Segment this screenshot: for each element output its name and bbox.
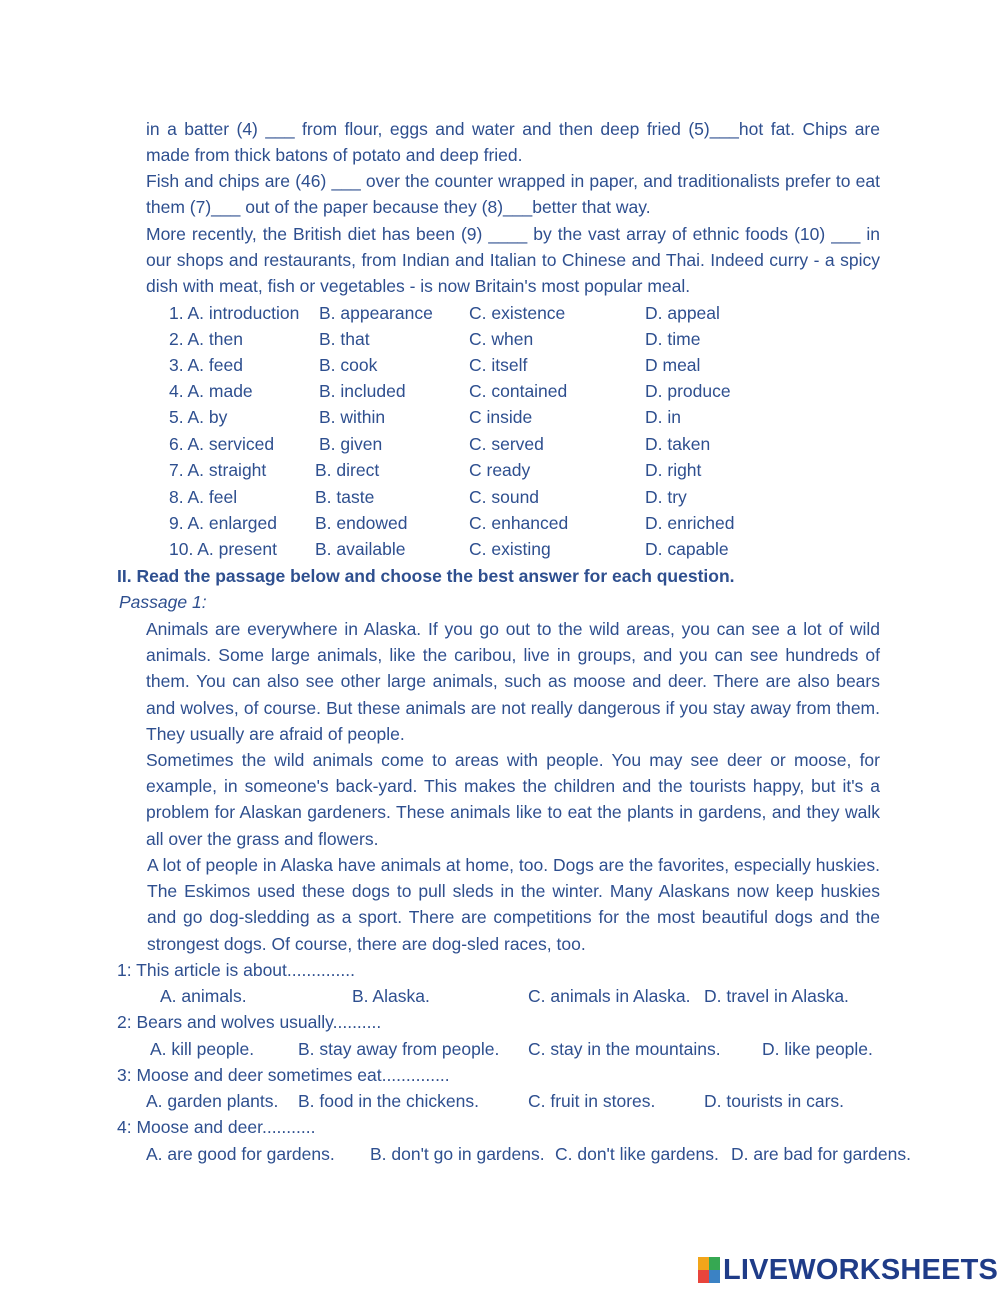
answer-b[interactable]: B. Alaska. <box>352 986 430 1006</box>
answer-c[interactable]: C. stay in the mountains. <box>528 1039 721 1059</box>
passage-paragraph-1: in a batter (4) ___ from flour, eggs and water and then deep fried (5)___hot fat. Chips are made from thick batons of potato and deep fried. <box>146 119 880 166</box>
option-d[interactable]: D meal <box>645 355 701 375</box>
option-d[interactable]: D. right <box>645 460 702 480</box>
option-b[interactable]: B. endowed <box>315 513 408 533</box>
option-c[interactable]: C. sound <box>469 487 540 507</box>
option-c[interactable]: C. served <box>469 434 544 454</box>
question-4: 4: Moose and deer........... <box>117 1117 316 1137</box>
logo-square-1 <box>698 1257 709 1270</box>
option-row <box>0 404 1000 430</box>
option-c[interactable]: C. existing <box>469 539 551 559</box>
option-c[interactable]: C. contained <box>469 381 568 401</box>
option-a[interactable]: 6. A. serviced <box>169 434 275 454</box>
question-2: 2: Bears and wolves usually.......... <box>117 1012 382 1032</box>
option-b[interactable]: B. available <box>315 539 406 559</box>
option-d[interactable]: D. capable <box>645 539 729 559</box>
logo-square-3 <box>698 1270 709 1283</box>
option-c[interactable]: C. itself <box>469 355 528 375</box>
option-c[interactable]: C. enhanced <box>469 513 569 533</box>
answer-c[interactable]: C. animals in Alaska. <box>528 986 691 1006</box>
answer-c[interactable]: C. don't like gardens. <box>555 1144 719 1164</box>
option-row <box>0 484 1000 510</box>
option-b[interactable]: B. taste <box>315 487 375 507</box>
option-b[interactable]: B. included <box>319 381 406 401</box>
logo-text: LIVEWORKSHEETS <box>723 1253 999 1286</box>
answer-b[interactable]: B. food in the chickens. <box>298 1091 479 1111</box>
option-a[interactable]: 10. A. present <box>169 539 277 559</box>
answer-a[interactable]: A. are good for gardens. <box>146 1144 335 1164</box>
passage-paragraph-2: Fish and chips are (46) ___ over the counter wrapped in paper, and traditionalists prefer to eat them (7)___ out of the paper because they (8)___better that way. <box>146 171 880 218</box>
option-d[interactable]: D. time <box>645 329 701 349</box>
option-a[interactable]: 2. A. then <box>169 329 243 349</box>
option-row <box>0 378 1000 404</box>
option-row <box>0 510 1000 536</box>
passage-paragraph-6: A lot of people in Alaska have animals at home, too. Dogs are the favorites, especially huskies. The Eskimos used these dogs to pull sleds in the winter. Many Alaskans now keep huskies and go dog-sledding as a sport. There are competitions for the most beautiful dogs and the strongest dogs. Of course, there are dog-sled races, too. <box>147 855 880 954</box>
option-c[interactable]: C. existence <box>469 303 566 323</box>
option-row <box>0 326 1000 352</box>
option-a[interactable]: 7. A. straight <box>169 460 267 480</box>
option-row <box>0 431 1000 457</box>
passage-paragraph-3: More recently, the British diet has been (9) ____ by the vast array of ethnic foods (10) ___ in our shops and restaurants, from Indian and Italian to Chinese and Thai. Indeed curry - a spicy dish with meat, fish or vegetables - is now Britain's most popular meal. <box>146 224 880 297</box>
option-c[interactable]: C ready <box>469 460 531 480</box>
liveworksheets-logo[interactable] <box>698 1254 998 1286</box>
option-row <box>0 352 1000 378</box>
option-a[interactable]: 9. A. enlarged <box>169 513 277 533</box>
answer-d[interactable]: D. travel in Alaska. <box>704 986 849 1006</box>
passage-title: Passage 1: <box>119 592 207 612</box>
answer-d[interactable]: D. like people. <box>762 1039 873 1059</box>
option-a[interactable]: 8. A. feel <box>169 487 238 507</box>
option-a[interactable]: 4. A. made <box>169 381 253 401</box>
answer-a[interactable]: A. animals. <box>160 986 247 1006</box>
passage-paragraph-5: Sometimes the wild animals come to areas with people. You may see deer or moose, for example, in someone's back-yard. This makes the children and the tourists happy, but it's a problem for Alaskan gardeners. These animals like to eat the plants in gardens, and they walk all over the grass and flowers. <box>146 750 880 849</box>
option-d[interactable]: D. appeal <box>645 303 720 323</box>
option-a[interactable]: 1. A. introduction <box>169 303 300 323</box>
option-d[interactable]: D. taken <box>645 434 711 454</box>
option-row <box>0 300 1000 326</box>
option-b[interactable]: B. that <box>319 329 370 349</box>
option-b[interactable]: B. within <box>319 407 386 427</box>
answer-d[interactable]: D. are bad for gardens. <box>731 1144 911 1164</box>
answer-d[interactable]: D. tourists in cars. <box>704 1091 845 1111</box>
option-d[interactable]: D. enriched <box>645 513 735 533</box>
option-a[interactable]: 3. A. feed <box>169 355 243 375</box>
option-d[interactable]: D. in <box>645 407 681 427</box>
option-row <box>0 536 1000 562</box>
option-b[interactable]: B. given <box>319 434 383 454</box>
answer-c[interactable]: C. fruit in stores. <box>528 1091 656 1111</box>
option-b[interactable]: B. appearance <box>319 303 433 323</box>
option-c[interactable]: C inside <box>469 407 533 427</box>
option-a[interactable]: 5. A. by <box>169 407 228 427</box>
answer-a[interactable]: A. garden plants. <box>146 1091 279 1111</box>
answer-a[interactable]: A. kill people. <box>150 1039 255 1059</box>
section-heading: II. Read the passage below and choose the best answer for each question. <box>117 566 735 586</box>
option-c[interactable]: C. when <box>469 329 534 349</box>
option-row <box>0 457 1000 483</box>
logo-square-4 <box>709 1270 720 1283</box>
logo-mark-icon <box>698 1257 720 1283</box>
answer-b[interactable]: B. don't go in gardens. <box>370 1144 545 1164</box>
option-b[interactable]: B. cook <box>319 355 378 375</box>
answer-b[interactable]: B. stay away from people. <box>298 1039 500 1059</box>
option-d[interactable]: D. try <box>645 487 687 507</box>
question-3: 3: Moose and deer sometimes eat.............. <box>117 1065 450 1085</box>
logo-square-2 <box>709 1257 720 1270</box>
question-1: 1: This article is about.............. <box>117 960 355 980</box>
option-d[interactable]: D. produce <box>645 381 731 401</box>
passage-paragraph-4: Animals are everywhere in Alaska. If you go out to the wild areas, you can see a lot of wild animals. Some large animals, like the caribou, live in groups, and you can see hundreds of them. You can also see other large animals, such as moose and deer. There are also bears and wolves, of course. But these animals are not really dangerous if you stay away from them. They usually are afraid of people. <box>146 619 880 744</box>
option-b[interactable]: B. direct <box>315 460 380 480</box>
